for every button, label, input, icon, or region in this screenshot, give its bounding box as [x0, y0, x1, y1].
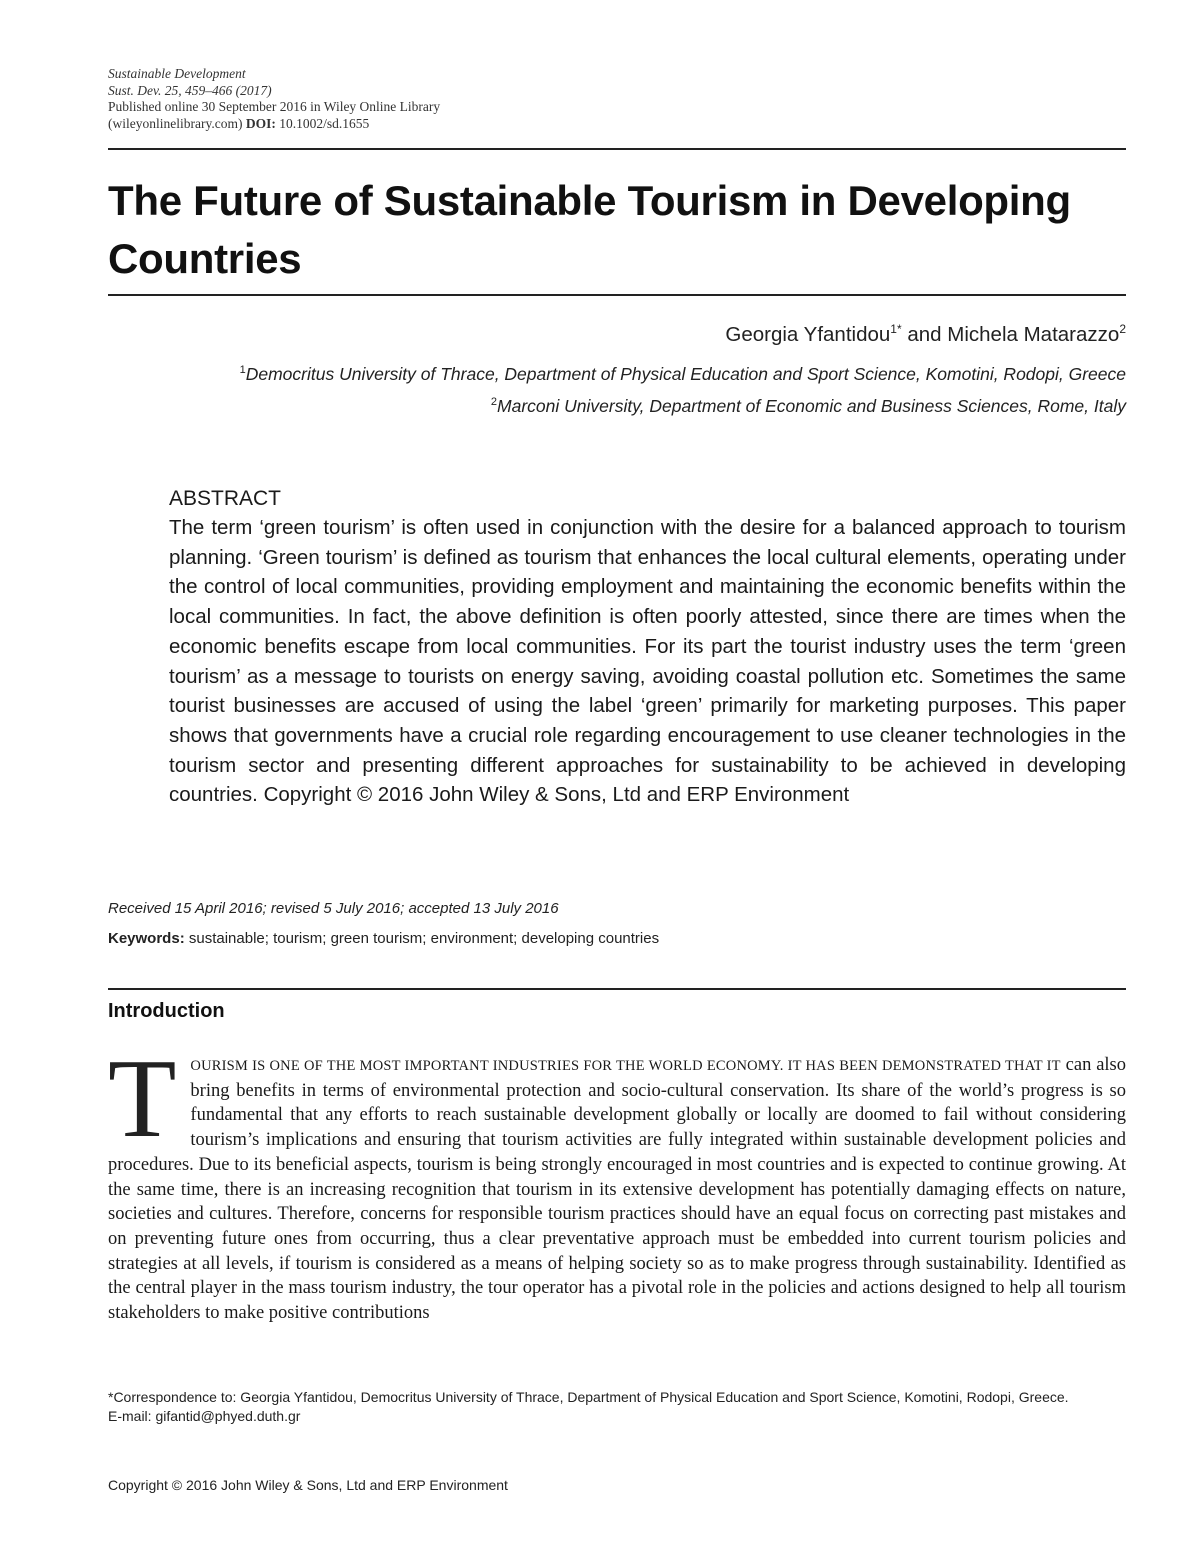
author-line [725, 322, 1126, 347]
paper-title: The Future of Sustainable Tourism in Developing Countries [108, 177, 1071, 282]
keywords-label: Keywords: [108, 930, 185, 947]
correspondence-text: *Correspondence to: Georgia Yfantidou, Democritus University of Thrace, Department of Physical Education and Sport Science, Komotini, Rodopi, Greece. [108, 1389, 1069, 1405]
abstract-text: The term ‘green tourism’ is often used in conjunction with the desire for a balanced approach to tourism planning. ‘Green tourism’ is defined as tourism that enhances the local cultural elements, operating under the control of local communities, providing employment and maintaining the economic benefits within the local communities. In fact, the above definition is often poorly attested, since there are times when the economic benefits escape from local communities. For its part the tourist industry uses the term ‘green tourism’ as a message to tourists on energy saving, avoiding coastal pollution etc. Sometimes the same tourist businesses are accused of using the label ‘green’ primarily for marketing purposes. This paper shows that governments have a crucial role regarding encouragement to use cleaner technologies in the tourism sector and presenting different approaches for sustainability to be achieved in developing countries. Copyright © 2016 John Wiley & Sons, Ltd and ERP Environment [169, 516, 1126, 807]
journal-info [108, 66, 440, 132]
abstract-section [169, 484, 1126, 810]
lead-in-caps: OURISM IS ONE OF THE MOST IMPORTANT INDUSTRIES FOR THE WORLD ECONOMY. IT HAS BEEN DEMONSTRATED THAT IT [190, 1058, 1061, 1074]
keywords-text: sustainable; tourism; green tourism; environment; developing countries [188, 930, 660, 947]
doi-label: DOI: [245, 115, 276, 131]
doi-value[interactable]: 10.1002/sd.1655 [279, 115, 370, 131]
author-1: Georgia Yfantidou [725, 322, 891, 346]
journal-name: Sustainable Development [108, 66, 246, 81]
top-rule [108, 148, 1126, 150]
introduction-paragraph [108, 1037, 1127, 1326]
email-line[interactable]: E-mail: gifantid@phyed.duth.gr [108, 1408, 301, 1424]
abstract-heading: ABSTRACT [169, 487, 282, 510]
paragraph-text: can also bring benefits in terms of environmental protection and socio-cultural conservation. Its share of the world’s progress is so fundamental that any efforts to reach sustainable development globally or locally are doomed to fail without considering tourism’s implications and ensuring that tourism activities are fully integrated within sustainable development policies and procedures. Due to its beneficial aspects, tourism is being strongly encouraged in most countries and is expected to continue growing. At the same time, there is an increasing recognition that tourism in its extensive development has potentially damaging effects on nature, societies and cultures. Therefore, concerns for responsible tourism practices should have an equal focus on correcting past mistakes and on preventing future ones from occurring, thus a clear preventative approach must be embedded into current tourism policies and strategies at all levels, if tourism is considered as a means of helping society so as to make progress through sustainability. Identified as the central player in the mass tourism industry, the tour operator has a pivotal role in the policies and actions designed to help all tourism stakeholders to make positive contributions [108, 1055, 1127, 1324]
affiliation-1-text: Democritus University of Thrace, Department of Physical Education and Sport Science, Komotini, Rodopi, Greece [245, 364, 1126, 384]
introduction-body [108, 1037, 1127, 1326]
paper-page [108, 0, 1126, 1561]
copyright-notice: Copyright © 2016 John Wiley & Sons, Ltd and ERP Environment [108, 1477, 508, 1493]
correspondence-footnote [108, 1388, 1126, 1426]
author-1-mark: 1* [890, 322, 902, 336]
drop-cap: T [108, 1037, 177, 1161]
affiliation-1 [240, 364, 1126, 385]
author-joiner: and [907, 322, 942, 346]
affiliation-2 [491, 396, 1126, 417]
section-heading-introduction: Introduction [108, 1000, 225, 1022]
keywords-line [108, 930, 659, 947]
affiliation-2-text: Marconi University, Department of Economic and Business Sciences, Rome, Italy [497, 396, 1126, 416]
intro-rule [108, 988, 1126, 990]
affiliation-1-mark: 1 [239, 364, 246, 377]
site-link[interactable]: (wileyonlinelibrary.com) [108, 115, 243, 131]
submission-dates: Received 15 April 2016; revised 5 July 2016; accepted 13 July 2016 [108, 900, 559, 917]
doi-line [108, 116, 440, 133]
author-2-mark: 2 [1119, 322, 1126, 336]
affiliation-2-mark: 2 [490, 396, 498, 409]
author-2: Michela Matarazzo [947, 322, 1120, 346]
title-rule [108, 294, 1126, 296]
journal-citation: Sust. Dev. 25, 459–466 (2017) [108, 82, 272, 98]
publication-note: Published online 30 September 2016 in Wiley Online Library [108, 99, 441, 114]
